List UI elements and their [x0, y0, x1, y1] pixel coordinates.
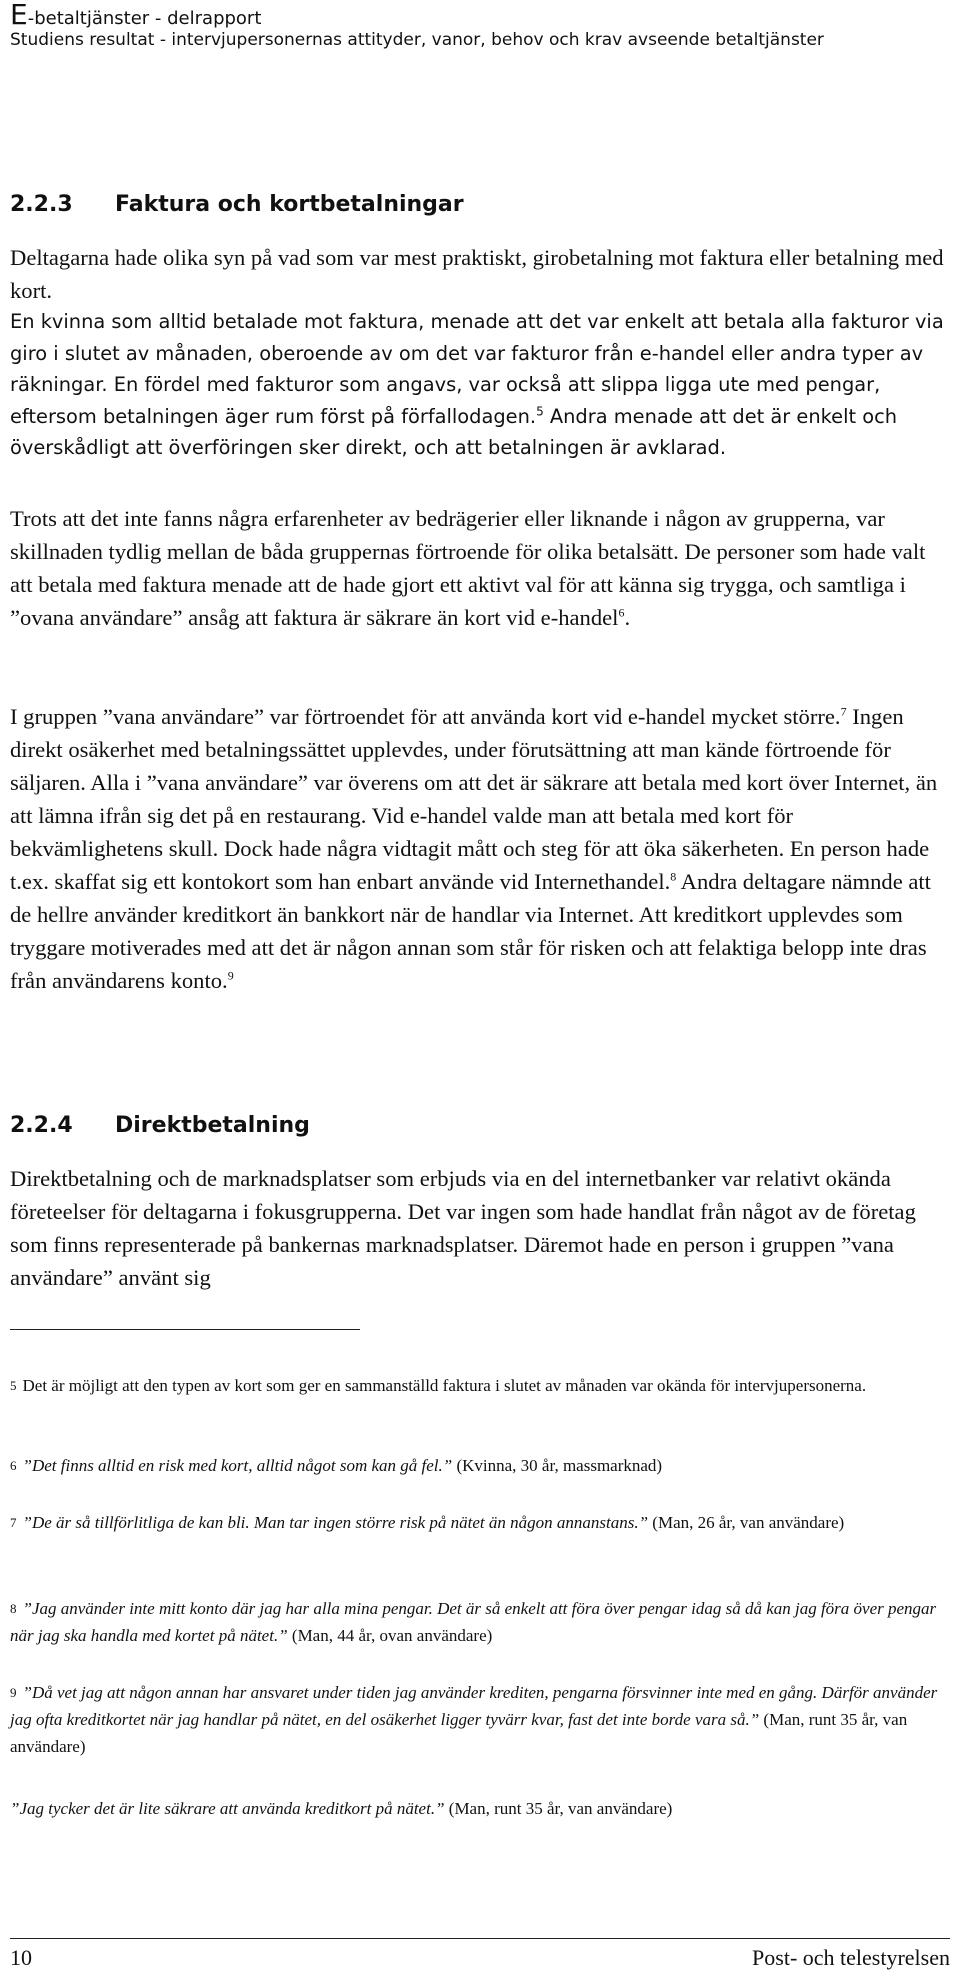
footnote-8	[10, 1595, 950, 1649]
footnote-9-continued	[10, 1795, 950, 1822]
footnote-number: 8	[10, 1601, 17, 1616]
section-number: 2.2.3	[10, 192, 73, 217]
section-title: Faktura och kortbetalningar	[115, 192, 464, 217]
paragraph-text: En kvinna som alltid betalade mot faktura, menade att det var enkelt att betala alla fakturor via giro i slutet av månaden, oberoende av om det var fakturor från e-handel eller andra typer av räkningar. En fördel med fakturor som angavs, var också att slippa ligga ute med pengar, eftersom betalningen äger rum först på förfallodagen.	[10, 310, 944, 428]
footnote-number: 7	[10, 1515, 17, 1530]
paragraph-1	[10, 241, 950, 307]
publisher-name: Post- och telestyrelsen	[752, 1945, 950, 1970]
footnote-7	[10, 1509, 950, 1536]
paragraph-text: Ingen direkt osäkerhet med betalningssättet upplevdes, under förutsättning att man kände förtroende för säljaren. Alla i ”vana användare” var överens om att det är säkrare att betala med kort över Internet, än att lämna ifrån sig det på en restaurang. Vid e-handel valde man att betala med kort för bekvämlighetens skull. Dock hade några vidtagit mått och steg för att öka säkerheten. En person hade t.ex. skaffat sig ett kontokort som han enbart använde vid Internethandel.	[10, 704, 938, 894]
section-heading-2-2-4	[10, 1113, 950, 1139]
footnote-9	[10, 1679, 950, 1760]
paragraph-text: Andra menade att det är enkelt och överskådligt att överföringen sker direkt, och att betalningen är avklarad.	[10, 404, 898, 459]
footnote-source: (Man, runt 35 år, van användare)	[10, 1710, 908, 1756]
footnote-6	[10, 1452, 950, 1479]
page-number: 10	[10, 1945, 32, 1970]
running-header-title	[10, 0, 950, 31]
footnote-quote: ”Då vet jag att någon annan har ansvaret under tiden jag använder krediten, pengarna försvinner inte med en gång. Därför använder jag ofta kreditkortet när jag handlar på nätet, en del osäkerhet ligger tyvärr kvar, fast det inte borde vara så.”	[10, 1683, 938, 1729]
footnote-quote: ”Jag använder inte mitt konto där jag har alla mina pengar. Det är så enkelt att föra över pengar idag så då kan jag föra över pengar när jag ska handla med kortet på nätet.”	[10, 1599, 937, 1645]
footnote-ref-5[interactable]: 5	[536, 404, 544, 419]
page-footer	[10, 1944, 950, 1972]
footnote-source: (Man, 44 år, ovan användare)	[287, 1626, 493, 1645]
paragraph-3	[10, 700, 950, 997]
footnote-number: 9	[10, 1685, 17, 1700]
paragraph-4	[10, 1162, 950, 1294]
paragraph-2: Trots att det inte fanns några erfarenheter av bedrägerier eller liknande i någon av grupperna, var skillnaden tydlig mellan de båda gruppernas förtroende för olika betalsätt. De personer som hade valt att betala med faktura menade att de hade gjort ett aktivt val för att känna sig trygga, och samtliga i ”ovana användare” ansåg att faktura är säkrare än kort vid e-handel$^6$.	[10, 506, 926, 630]
header-title-rest: -betaltjänster - delrapport	[27, 8, 262, 29]
paragraph-text: Andra deltagare nämnde att de hellre använder kreditkort än bankkort när de handlar via Internet. Att kreditkort upplevdes som tryggare motiverades med att det är någon annan som står för risken och att felaktiga belopp inte dras från användarens konto.	[10, 869, 931, 993]
footnote-quote: ”De är så tillförlitliga de kan bli. Man tar ingen större risk på nätet än någon annanstans.”	[22, 1513, 649, 1532]
footnote-separator	[10, 1329, 360, 1330]
paragraph-1-continued	[10, 306, 950, 464]
footnote-quote: ”Det finns alltid en risk med kort, alltid något som kan gå fel.”	[22, 1456, 453, 1475]
footnote-5	[10, 1372, 950, 1399]
footnote-number: 6	[10, 1458, 17, 1473]
footnote-quote: ”Jag tycker det är lite säkrare att använda kreditkort på nätet.”	[10, 1799, 445, 1818]
section-number: 2.2.4	[10, 1113, 73, 1138]
footer-rule	[10, 1938, 950, 1939]
section-heading-2-2-3	[10, 192, 950, 218]
paragraph-text: Trots att det inte fanns några erfarenheter av bedrägerier eller liknande i någon av grupperna, var skillnaden tydlig mellan de båda gruppernas förtroende för olika betalsätt. De personer som hade valt att betala med faktura menade att de hade gjort ett aktivt val för att känna sig trygga, och samtliga i ”ovana användare” ansåg att faktura är säkrare än kort vid e-handel	[10, 506, 926, 630]
paragraph-text: I gruppen ”vana användare” var förtroendet för att använda kort vid e-handel mycket större.	[10, 704, 841, 729]
section-title: Direktbetalning	[115, 1113, 310, 1138]
footnote-text: Det är möjligt att den typen av kort som ger en sammanställd faktura i slutet av månaden var okända för intervjupersonerna.	[22, 1376, 867, 1395]
header-title-initial: E	[10, 0, 28, 31]
footnote-ref-9[interactable]: 9	[227, 968, 234, 983]
paragraph-text: Deltagarna hade olika syn på vad som var mest praktiskt, girobetalning mot faktura eller betalning med kort.	[10, 245, 944, 303]
paragraph-text: Direktbetalning och de marknadsplatser som erbjuds via en del internetbanker var relativt okända företeelser för deltagarna i fokusgrupperna. Det var ingen som hade handlat från något av de företag som finns representerade på bankernas marknadsplatser. Däremot hade en person i gruppen ”vana användare” använt sig	[10, 1166, 916, 1290]
footnote-source: (Man, 26 år, van användare)	[648, 1513, 845, 1532]
footnote-source: (Man, runt 35 år, van användare)	[444, 1799, 673, 1818]
footnote-source: (Kvinna, 30 år, massmarknad)	[452, 1456, 663, 1475]
footnote-ref-7[interactable]: 7	[840, 704, 847, 719]
footnote-number: 5	[10, 1378, 17, 1393]
footnote-ref-8[interactable]: 8	[670, 869, 677, 884]
running-header-subtitle: Studiens resultat - intervjupersonernas attityder, vanor, behov och krav avseende betaltjänster	[10, 30, 824, 50]
footnote-ref-6[interactable]: 6	[618, 605, 625, 620]
